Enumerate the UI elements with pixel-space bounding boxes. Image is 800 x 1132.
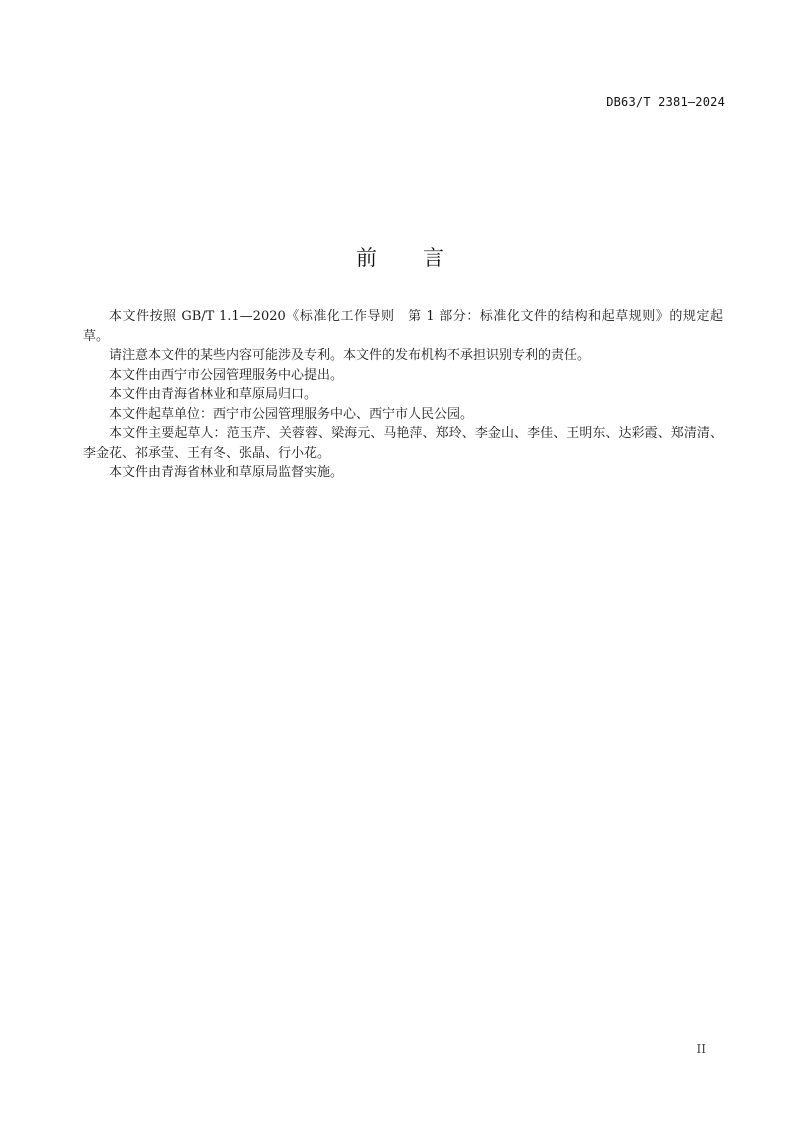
section-title-char-1: 前 [356,246,377,270]
section-title [0,242,800,272]
paragraph-drafting-rules: 本文件按照 GB/T 1.1—2020《标准化工作导则 第 1 部分：标准化文件的结构和起草规则》的规定起草。 [83,309,723,344]
section-title-char-2: 言 [423,246,444,270]
paragraph-administrator: 本文件由青海省林业和草原局归口。 [109,387,318,402]
paragraph-drafters: 本文件主要起草人：范玉芹、关蓉蓉、梁海元、马艳萍、郑玲、李金山、李佳、王明东、达彩霞、郑清清、李金花、祁承莹、王有冬、张晶、行小花。 [83,426,723,461]
page-number: II [696,1042,706,1056]
paragraph-supervision: 本文件由青海省林业和草原局监督实施。 [109,465,344,480]
foreword-body [83,307,723,483]
paragraph-drafting-units: 本文件起草单位：西宁市公园管理服务中心、西宁市人民公园。 [109,406,474,422]
paragraph-proposer: 本文件由西宁市公园管理服务中心提出。 [109,367,344,383]
paragraph-patent-notice: 请注意本文件的某些内容可能涉及专利。本文件的发布机构不承担识别专利的责任。 [109,348,591,363]
standard-code: DB63/T 2381—2024 [606,95,725,109]
